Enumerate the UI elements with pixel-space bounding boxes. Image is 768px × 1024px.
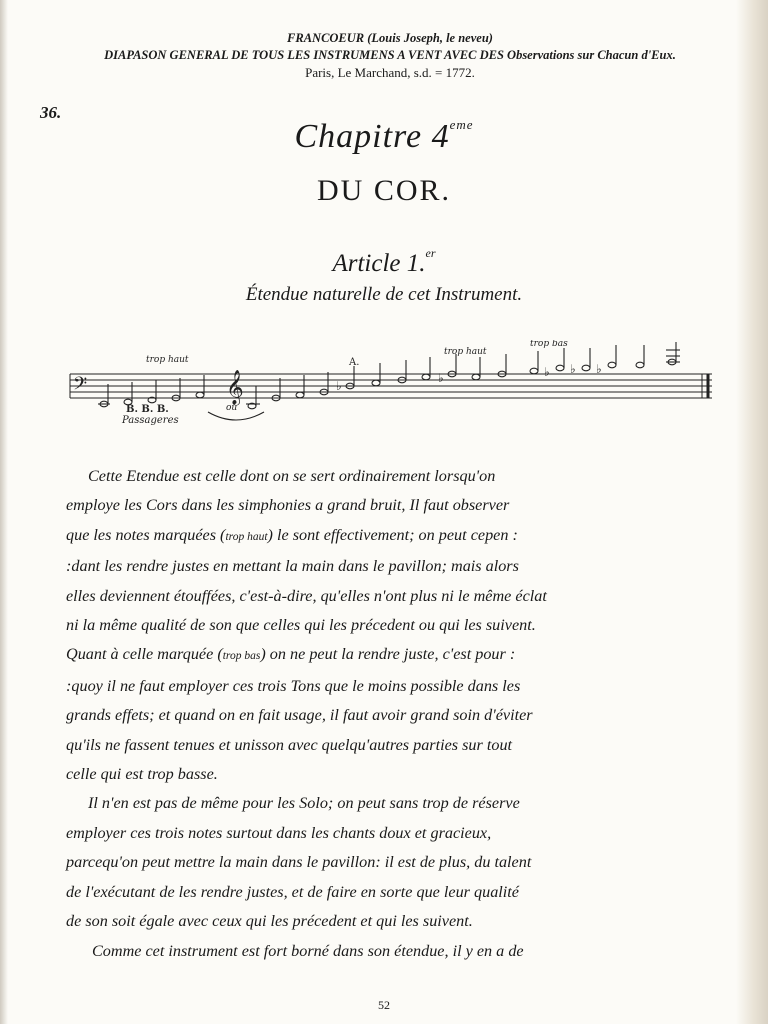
article-title-sup: er bbox=[425, 246, 436, 260]
text-line: employer ces trois notes surtout dans les chants doux et gracieux, bbox=[66, 823, 492, 842]
chapter-title-sup: eme bbox=[449, 117, 474, 132]
chapter-title bbox=[0, 117, 768, 156]
text-segment-small: trop haut bbox=[225, 530, 268, 543]
text-segment-small: trop bas bbox=[222, 650, 261, 663]
article-title bbox=[0, 246, 768, 278]
music-staff-figure bbox=[66, 340, 716, 435]
treble-clef-icon: 𝄞 bbox=[226, 370, 244, 405]
header-title: DIAPASON GENERAL DE TOUS LES INSTRUMENS A VENT AVEC DES Observations sur Chacun d'Eux. bbox=[104, 48, 676, 62]
text-line bbox=[66, 640, 726, 671]
music-label-ou: ou bbox=[226, 403, 238, 413]
header-author: FRANCOEUR (Louis Joseph, le neveu) bbox=[287, 31, 493, 45]
text-line: de son soit égale avec ceux qui les précedent et qui les suivent. bbox=[66, 912, 473, 931]
text-segment: que les notes marquées ( bbox=[66, 525, 226, 544]
section-title: DU COR. bbox=[316, 174, 451, 207]
music-staff-svg bbox=[66, 340, 716, 435]
text-line: grands effets; et quand on en fait usage, il faut avoir grand soin d'éviter bbox=[66, 706, 533, 725]
text-line: parcequ'on peut mettre la main dans le pavillon: il est de plus, du talent bbox=[66, 853, 532, 872]
article-subtitle: Étendue naturelle de cet Instrument. bbox=[245, 284, 523, 305]
music-label-trop-bas: trop bas bbox=[530, 340, 568, 349]
body-text bbox=[66, 462, 726, 966]
page-number: 52 bbox=[378, 998, 390, 1012]
text-segment: ) le sont effectivement; on peut cepen : bbox=[267, 525, 518, 544]
svg-text:♭: ♭ bbox=[438, 371, 444, 385]
svg-text:♭: ♭ bbox=[336, 379, 342, 393]
music-label-trop-haut-right: trop haut bbox=[444, 347, 487, 357]
text-segment: ) on ne peut la rendre juste, c'est pour : bbox=[260, 645, 516, 664]
music-label-passageres: Passageres bbox=[122, 415, 179, 426]
header-imprint: Paris, Le Marchand, s.d. = 1772. bbox=[305, 65, 475, 80]
text-line: Comme cet instrument est fort borné dans son étendue, il y en a de bbox=[92, 941, 524, 960]
text-line: de l'exécutant de les rendre justes, et de faire en sorte que leur qualité bbox=[66, 882, 519, 901]
music-label-bbb: B. B. B. bbox=[126, 404, 169, 415]
bibliographic-header bbox=[40, 30, 740, 81]
text-line: Cette Etendue est celle dont on se sert ordinairement lorsqu'on bbox=[88, 467, 496, 485]
svg-text:♭: ♭ bbox=[544, 365, 550, 379]
folio-number: 36. bbox=[40, 103, 62, 122]
music-label-trop-haut-left: trop haut bbox=[146, 355, 189, 365]
article-title-text: Article 1. bbox=[332, 250, 426, 277]
text-line: Il n'en est pas de même pour les Solo; on peut sans trop de réserve bbox=[88, 794, 520, 813]
svg-text:♭: ♭ bbox=[570, 362, 576, 376]
chapter-title-text: Chapitre 4 bbox=[294, 118, 450, 155]
text-line: :dant les rendre justes en mettant la main dans le pavillon; mais alors bbox=[66, 557, 519, 576]
music-label-a: A. bbox=[349, 357, 360, 368]
text-line: elles deviennent étouffées, c'est-à-dire, qu'elles n'ont plus ni le même éclat bbox=[66, 586, 547, 605]
text-line: employe les Cors dans les simphonies a grand bruit, Il faut observer bbox=[66, 496, 510, 515]
text-line bbox=[66, 521, 726, 552]
text-line: :quoy il ne faut employer ces trois Tons que le moins possible dans les bbox=[66, 676, 521, 695]
text-line: ni la même qualité de son que celles qui les précedent ou qui les suivent. bbox=[66, 616, 536, 635]
text-line: qu'ils ne fassent tenues et unisson avec quelqu'autres parties sur tout bbox=[66, 735, 513, 754]
text-line: celle qui est trop basse. bbox=[66, 765, 218, 784]
text-segment: Quant à celle marquée ( bbox=[66, 645, 223, 664]
svg-text:♭: ♭ bbox=[596, 362, 602, 376]
bass-clef-icon: 𝄢 bbox=[73, 374, 88, 399]
